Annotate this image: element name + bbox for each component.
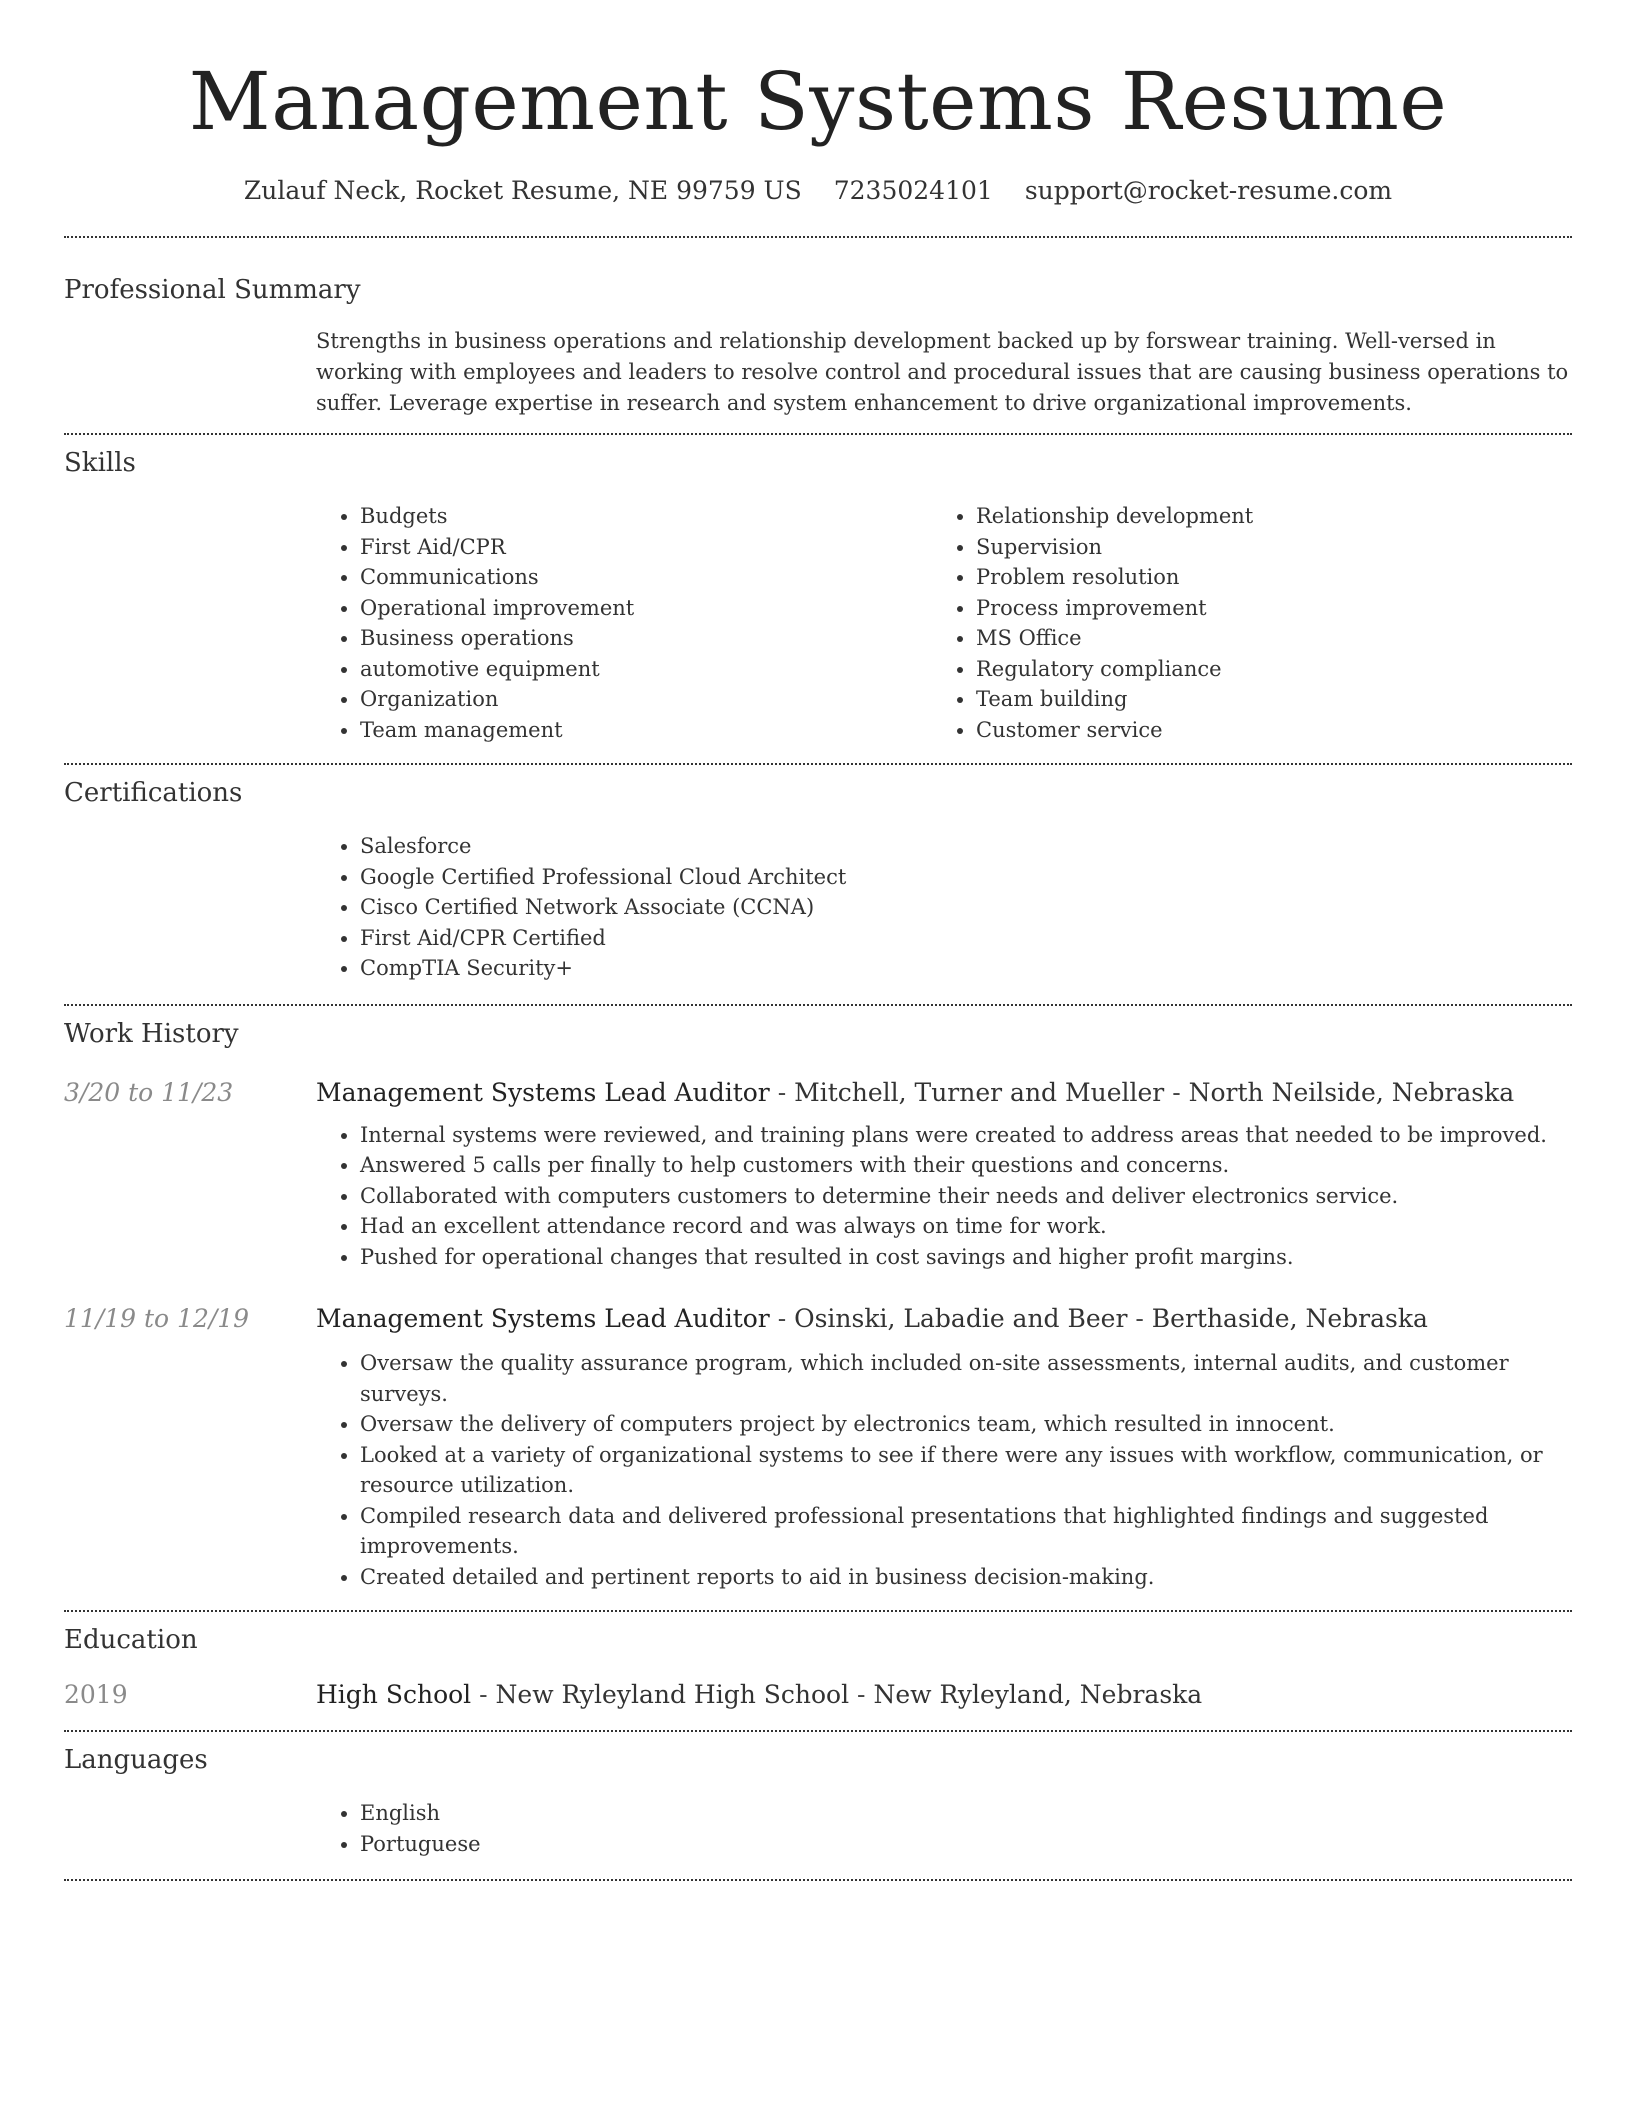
work-heading: Work History	[64, 1018, 239, 1049]
job-dates: 3/20 to 11/23	[64, 1077, 234, 1107]
job-separator: -	[769, 1304, 795, 1333]
skills-list-left	[316, 501, 932, 745]
job-bullet: • Compiled research data and delivered professional presentations that highlighted findings and suggested improvements.	[360, 1501, 1572, 1562]
job-bullet: • Oversaw the delivery of computers project by electronics team, which resulted in innocent.	[360, 1409, 1572, 1440]
certifications-list	[316, 831, 1572, 984]
job-separator: -	[1164, 1077, 1189, 1107]
job-bullet: • Answered 5 calls per finally to help customers with their questions and concerns.	[360, 1150, 1572, 1181]
job-title: Management Systems Lead Auditor	[316, 1304, 770, 1333]
skill-item: • Organization	[360, 684, 932, 715]
job-company: Mitchell, Turner and Mueller	[794, 1077, 1165, 1107]
section-divider	[64, 1730, 1572, 1732]
education-year: 2019	[64, 1680, 128, 1709]
languages-heading: Languages	[64, 1745, 208, 1775]
job-bullet: • Internal systems were reviewed, and training plans were created to address areas that needed to be improved.	[360, 1120, 1572, 1151]
skill-item: • Business operations	[360, 623, 932, 654]
job-heading	[316, 1302, 1428, 1336]
education-separator: -	[471, 1680, 496, 1709]
certification-item: • Cisco Certified Network Associate (CCNA)	[360, 892, 1572, 923]
job-location: North Neilside, Nebraska	[1188, 1077, 1515, 1107]
skill-item: • Regulatory compliance	[976, 654, 1548, 685]
job-entry	[64, 1076, 1572, 1273]
job-bullet: • Looked at a variety of organizational systems to see if there were any issues with workflow, communication, or resource utilization.	[360, 1440, 1572, 1501]
job-bullet: • Had an excellent attendance record and was always on time for work.	[360, 1211, 1572, 1242]
certification-item: • First Aid/CPR Certified	[360, 923, 1572, 954]
job-bullet: • Collaborated with computers customers to determine their needs and deliver electronics service.	[360, 1181, 1572, 1212]
section-divider	[64, 1610, 1572, 1612]
certification-item: • Salesforce	[360, 831, 1572, 862]
certification-item: • Google Certified Professional Cloud Architect	[360, 862, 1572, 893]
job-separator: -	[769, 1077, 795, 1107]
job-header	[64, 1076, 1572, 1110]
skill-item: • Customer service	[976, 715, 1548, 746]
job-bullet-list	[316, 1120, 1572, 1273]
skill-item: • Team building	[976, 684, 1548, 715]
job-heading	[316, 1076, 1514, 1110]
job-company: Osinski, Labadie and Beer	[794, 1304, 1128, 1333]
language-item: • Portuguese	[360, 1829, 1572, 1860]
education-school: New Ryleyland High School	[495, 1680, 850, 1709]
job-location: Berthaside, Nebraska	[1151, 1304, 1428, 1333]
job-separator: -	[1127, 1304, 1152, 1333]
skill-item: • Relationship development	[976, 501, 1548, 532]
resume-title: Management Systems Resume	[188, 55, 1448, 148]
skill-item: • Supervision	[976, 532, 1548, 563]
job-bullet-list	[316, 1348, 1572, 1592]
certification-item: • CompTIA Security+	[360, 953, 1572, 984]
skill-item: • Problem resolution	[976, 562, 1548, 593]
section-divider	[64, 236, 1572, 238]
section-divider	[64, 433, 1572, 435]
resume-page	[64, 0, 1572, 1881]
education-entry	[64, 1678, 1572, 1712]
languages-list	[316, 1798, 1572, 1859]
job-entry	[64, 1302, 1572, 1592]
section-divider	[64, 1879, 1572, 1881]
skill-item: • Budgets	[360, 501, 932, 532]
skill-item: • First Aid/CPR	[360, 532, 932, 563]
skill-item: • Process improvement	[976, 593, 1548, 624]
contact-line	[64, 174, 1572, 208]
skill-item: • MS Office	[976, 623, 1548, 654]
skill-item: • Team management	[360, 715, 932, 746]
education-location: New Ryleyland, Nebraska	[873, 1680, 1203, 1709]
job-bullet: • Oversaw the quality assurance program, which included on-site assessments, internal audits, and customer surveys.	[360, 1348, 1572, 1409]
section-divider	[64, 1004, 1572, 1006]
summary-text: Strengths in business operations and relationship development backed up by forswear training. Well-versed in working with employees and leaders to resolve control and procedural issues that are causing business operations to suffer. Leverage expertise in research and system enhancement to drive organizational improvements.	[316, 329, 1569, 415]
education-heading-line	[316, 1678, 1202, 1712]
contact-email: support@rocket-resume.com	[1024, 176, 1393, 205]
certifications-heading: Certifications	[64, 778, 243, 808]
contact-address: Zulauf Neck, Rocket Resume, NE 99759 US	[243, 176, 802, 205]
section-divider	[64, 763, 1572, 765]
education-degree: High School	[316, 1680, 472, 1709]
language-item: • English	[360, 1798, 1572, 1829]
certifications-block	[316, 831, 1572, 984]
skills-list-right	[932, 501, 1548, 745]
skills-heading: Skills	[64, 448, 136, 478]
job-bullet: • Created detailed and pertinent reports to aid in business decision-making.	[360, 1562, 1572, 1593]
languages-block	[316, 1798, 1572, 1859]
education-separator: -	[849, 1680, 874, 1709]
job-bullets	[316, 1348, 1572, 1592]
job-dates: 11/19 to 12/19	[64, 1304, 250, 1333]
summary-heading: Professional Summary	[64, 275, 361, 305]
job-header	[64, 1302, 1572, 1336]
job-title: Management Systems Lead Auditor	[316, 1077, 770, 1107]
skill-item: • automotive equipment	[360, 654, 932, 685]
contact-phone: 7235024101	[833, 176, 993, 205]
job-bullet: • Pushed for operational changes that resulted in cost savings and higher profit margins.	[360, 1242, 1572, 1273]
skill-item: • Communications	[360, 562, 932, 593]
job-bullets	[316, 1120, 1572, 1273]
skills-column-left	[316, 501, 932, 745]
education-heading: Education	[64, 1625, 198, 1655]
skills-list	[316, 501, 1572, 745]
skill-item: • Operational improvement	[360, 593, 932, 624]
skills-column-right	[932, 501, 1548, 745]
